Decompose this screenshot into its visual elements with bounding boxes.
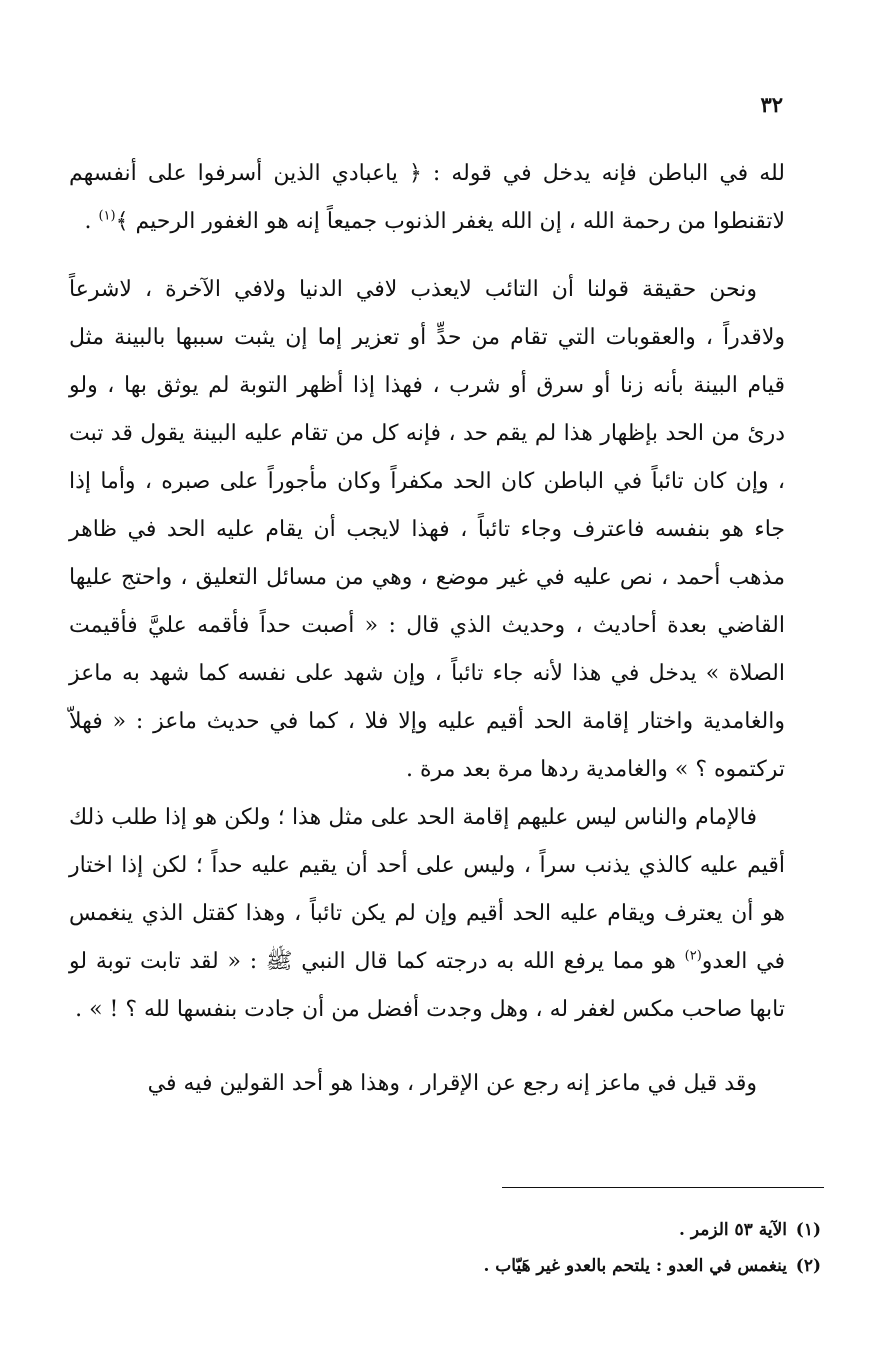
paragraph-1	[69, 150, 785, 246]
footnote-divider	[502, 1187, 824, 1188]
paragraph-4-text: وقد قيل في ماعز إنه رجع عن الإقرار ، وهذا هو أحد القولين فيه في	[147, 1071, 757, 1096]
footnote-2-text: ينغمس في العدو : يلتحم بالعدو غير هَيّاب .	[483, 1256, 787, 1276]
footnote-1	[101, 1212, 821, 1248]
footnote-2-number: (٢)	[795, 1256, 821, 1276]
paragraph-2-text: ونحن حقيقة قولنا أن التائب لايعذب لافي الدنيا ولافي الآخرة ، لاشرعاً ولاقدراً ، والعقوبات التي تقام من حدٍّ أو تعزير إما إن يثبت سببها بالبينة مثل قيام البينة بأنه زنا أو سرق أو شرب ، فهذا إذا أظهر التوبة لم يوثق بها ، ولو درئ من الحد بإظهار هذا لم يقم حد ، فإنه كل من تقام عليه البينة يقول قد تبت ، وإن كان تائباً في الباطن كان الحد مكفراً وكان مأجوراً على صبره ، وأما إذا جاء هو بنفسه فاعترف وجاء تائباً ، فهذا لايجب أن يقام عليه الحد في ظاهر مذهب أحمد ، نص عليه في غير موضع ، وهي من مسائل التعليق ، واحتج عليها القاضي بعدة أحاديث ، وحديث الذي قال : « أصبت حداً فأقمه عليَّ فأقيمت الصلاة » يدخل في هذا لأنه جاء تائباً ، وإن شهد على نفسه كما شهد به ماعز والغامدية واختار إقامة الحد أقيم عليه وإلا فلا ، كما في حديث ماعز : « فهلاّ تركتموه ؟ » والغامدية ردها مرة بعد مرة .	[69, 277, 785, 782]
footnote-1-text: الآية ٥٣ الزمر .	[679, 1220, 787, 1240]
paragraph-2	[69, 266, 785, 794]
footnotes	[101, 1212, 821, 1284]
main-text	[69, 150, 785, 1108]
paragraph-1-tail: .	[84, 209, 99, 234]
paragraph-4	[69, 1060, 785, 1108]
paragraph-3	[69, 794, 785, 1034]
paragraph-1-text: لله في الباطن فإنه يدخل في قوله : ﴿ ياعبادي الذين أسرفوا على أنفسهم لاتقنطوا من رحمة الله ، إن الله يغفر الذنوب جميعاً إنه هو الغفور الرحيم ﴾	[69, 161, 785, 234]
footnote-1-number: (١)	[795, 1220, 821, 1240]
paragraph-3-text-before: فالإمام والناس ليس عليهم إقامة الحد على مثل هذا ؛ ولكن هو إذا طلب ذلك أقيم عليه كالذي يذنب سراً ، وليس على أحد أن يقيم عليه حداً ؛ لكن إذا اختار هو أن يعترف ويقام عليه الحد أقيم وإن لم يكن تائباً ، وهذا كقتل الذي ينغمس في العدو	[69, 805, 786, 974]
footnote-2	[101, 1248, 821, 1284]
page-number: ٣٢	[760, 92, 783, 117]
footnote-ref-1[interactable]: (١)	[98, 208, 116, 224]
footnote-ref-2[interactable]: (٢)	[684, 948, 702, 964]
paragraph-3-text-after: هو مما يرفع الله به درجته كما قال النبي ﷺ : « لقد تابت توبة لو تابها صاحب مكس لغفر له ، وهل وجدت أفضل من أن جادت بنفسها لله ؟ ! » .	[69, 949, 785, 1022]
